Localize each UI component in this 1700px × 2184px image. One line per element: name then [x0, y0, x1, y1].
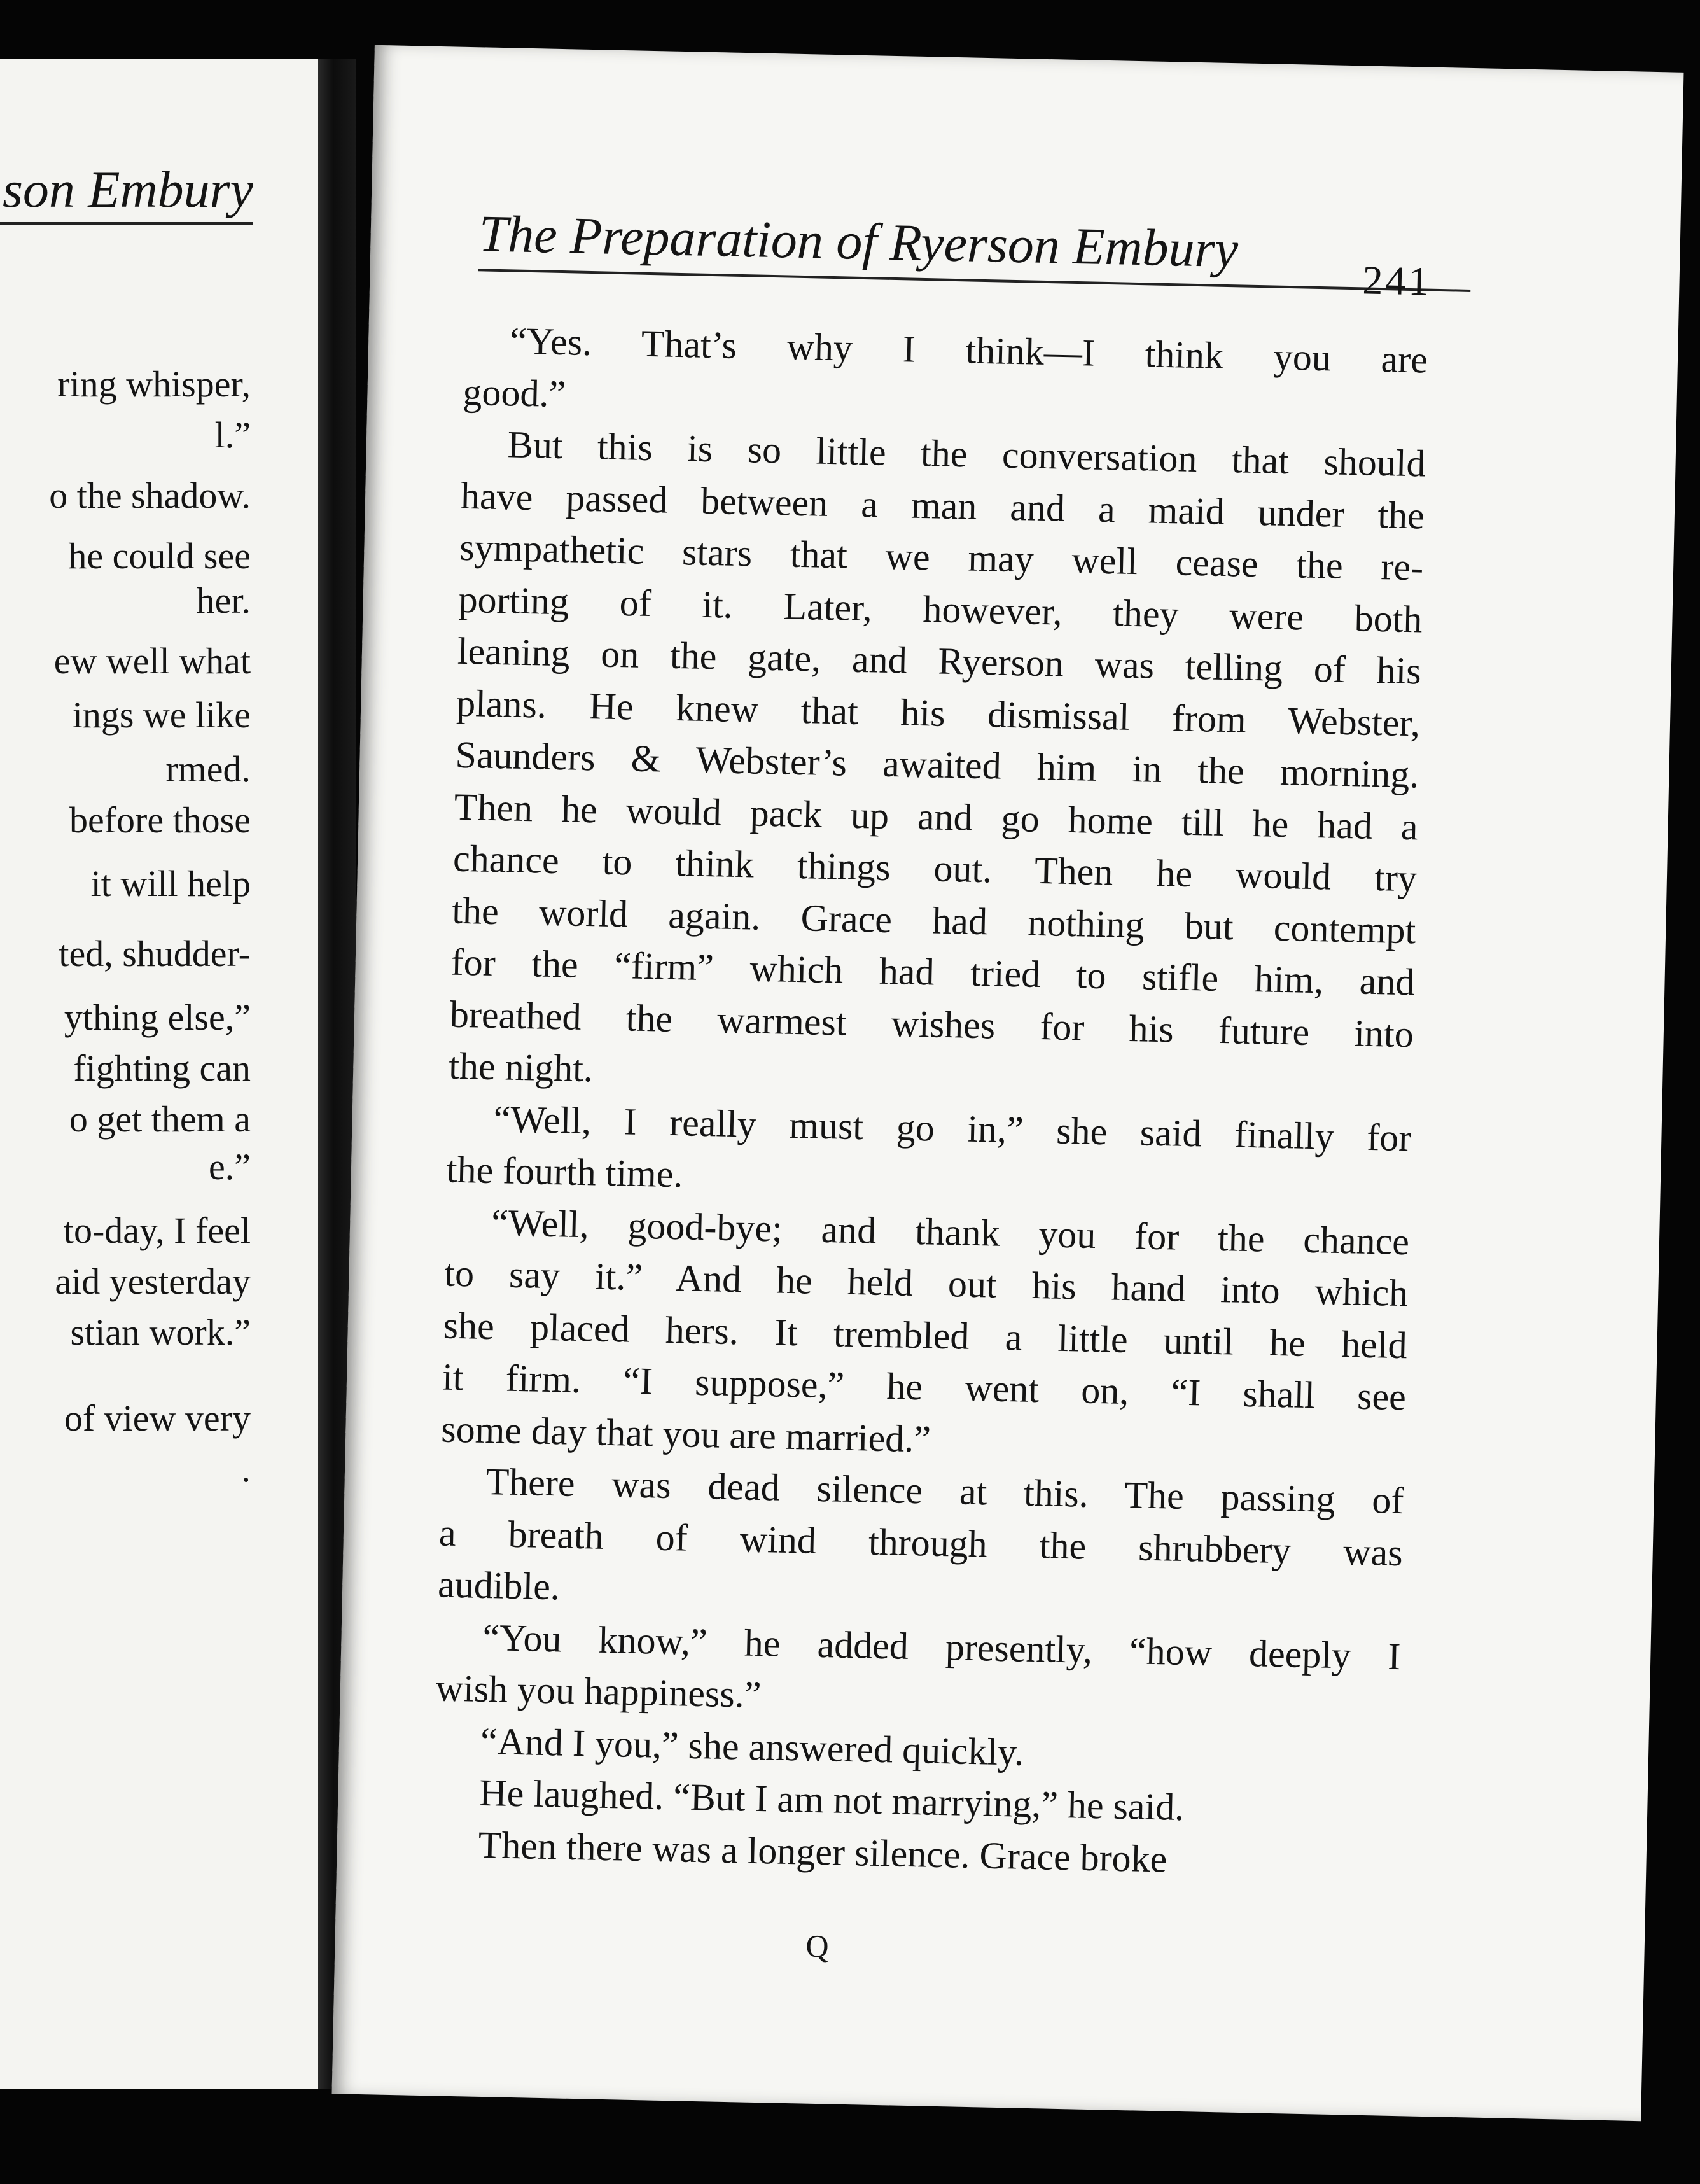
text-line: the world again. Grace had nothing but contempt: [451, 889, 1416, 951]
text-line: “And I you,” she answered quickly.: [480, 1719, 1024, 1774]
body-text: [432, 314, 1428, 1890]
text-line: But this is so little the conversation that should: [507, 423, 1426, 485]
text-line: the night.: [448, 1044, 594, 1090]
text-line: a breath of wind through the shrubbery was: [438, 1511, 1404, 1574]
text-line: breathed the warmest wishes for his future into: [449, 993, 1414, 1055]
text-line: good.”: [462, 370, 566, 415]
left-text-line: to-day, I feel: [63, 1210, 251, 1251]
text-line: she placed hers. It trembled a little until he held: [443, 1304, 1408, 1366]
signature-mark: Q: [805, 1928, 830, 1964]
left-text-line: aid yesterday: [55, 1261, 251, 1302]
left-text-line: ew well what: [53, 640, 251, 682]
left-text-line: e.”: [209, 1146, 251, 1187]
paragraph: [449, 418, 1426, 1112]
text-line: porting of it. Later, however, they were both: [458, 578, 1423, 640]
left-text-line: her.: [196, 580, 251, 621]
text-line: to say it.” And he held out his hand into which: [443, 1252, 1409, 1315]
text-line: the fourth time.: [446, 1148, 684, 1196]
paragraph: [435, 1611, 1401, 1735]
text-line: audible.: [437, 1563, 561, 1608]
text-line: leaning on the gate, and Ryerson was telling of his: [457, 629, 1422, 692]
paragraph: [446, 1092, 1412, 1216]
left-text-line: ted, shudder-: [59, 933, 251, 974]
left-text-line: stian work.”: [70, 1312, 251, 1353]
left-text-line: ything else,”: [64, 997, 251, 1038]
left-text-line: he could see: [68, 535, 251, 577]
text-line: some day that you are married.”: [440, 1407, 931, 1460]
text-line: sympathetic stars that we may well cease the re-: [459, 526, 1424, 589]
text-line: Then there was a longer silence. Grace broke: [478, 1823, 1168, 1880]
text-line: wish you happiness.”: [435, 1667, 762, 1716]
left-text-line: l.”: [214, 414, 251, 456]
paragraph: [463, 314, 1428, 438]
left-text-line: rmed.: [165, 748, 251, 790]
left-text-line: before those: [69, 799, 251, 841]
text-line: “You know,” he added presently, “how deeply I: [482, 1616, 1401, 1677]
text-line: Then he would pack up and go home till he had a: [454, 785, 1419, 848]
text-line: have passed between a man and a maid under the: [460, 474, 1425, 537]
running-head: The Preparation of Ryerson Embury: [478, 206, 1472, 292]
text-line: for the “firm” which had tried to stifle him, and: [450, 941, 1416, 1004]
left-text-line: ings we like: [72, 694, 251, 736]
text-line: Saunders & Webster’s awaited him in the morning.: [454, 733, 1419, 796]
left-text-line: ring whisper,: [57, 363, 251, 405]
text-line: There was dead silence at this. The passing of: [485, 1460, 1405, 1522]
page-number: 241: [1362, 257, 1432, 304]
paragraph: [437, 1455, 1404, 1630]
text-line: plans. He knew that his dismissal from Webster,: [456, 682, 1421, 744]
text-line: “Well, I really must go in,” she said finally for: [492, 1097, 1412, 1159]
text-line: “Well, good-bye; and thank you for the chance: [491, 1201, 1410, 1263]
text-line: chance to think things out. Then he would try: [452, 837, 1418, 900]
left-text-line: it will help: [90, 863, 251, 904]
paragraph: [441, 1196, 1410, 1475]
left-text-line: .: [241, 1448, 251, 1490]
right-page: [332, 45, 1684, 2121]
text-line: He laughed. “But I am not marrying,” he said.: [478, 1771, 1185, 1829]
left-text-line: of view very: [64, 1397, 251, 1439]
left-text-line: o get them a: [69, 1098, 251, 1140]
left-text-line: fighting can: [73, 1047, 251, 1089]
left-running-head: son Embury: [0, 162, 253, 225]
left-text-line: o the shadow.: [49, 475, 251, 516]
text-line: it firm. “I suppose,” he went on, “I shall see: [442, 1355, 1407, 1418]
text-line: “Yes. That’s why I think—I think you are: [509, 319, 1428, 381]
